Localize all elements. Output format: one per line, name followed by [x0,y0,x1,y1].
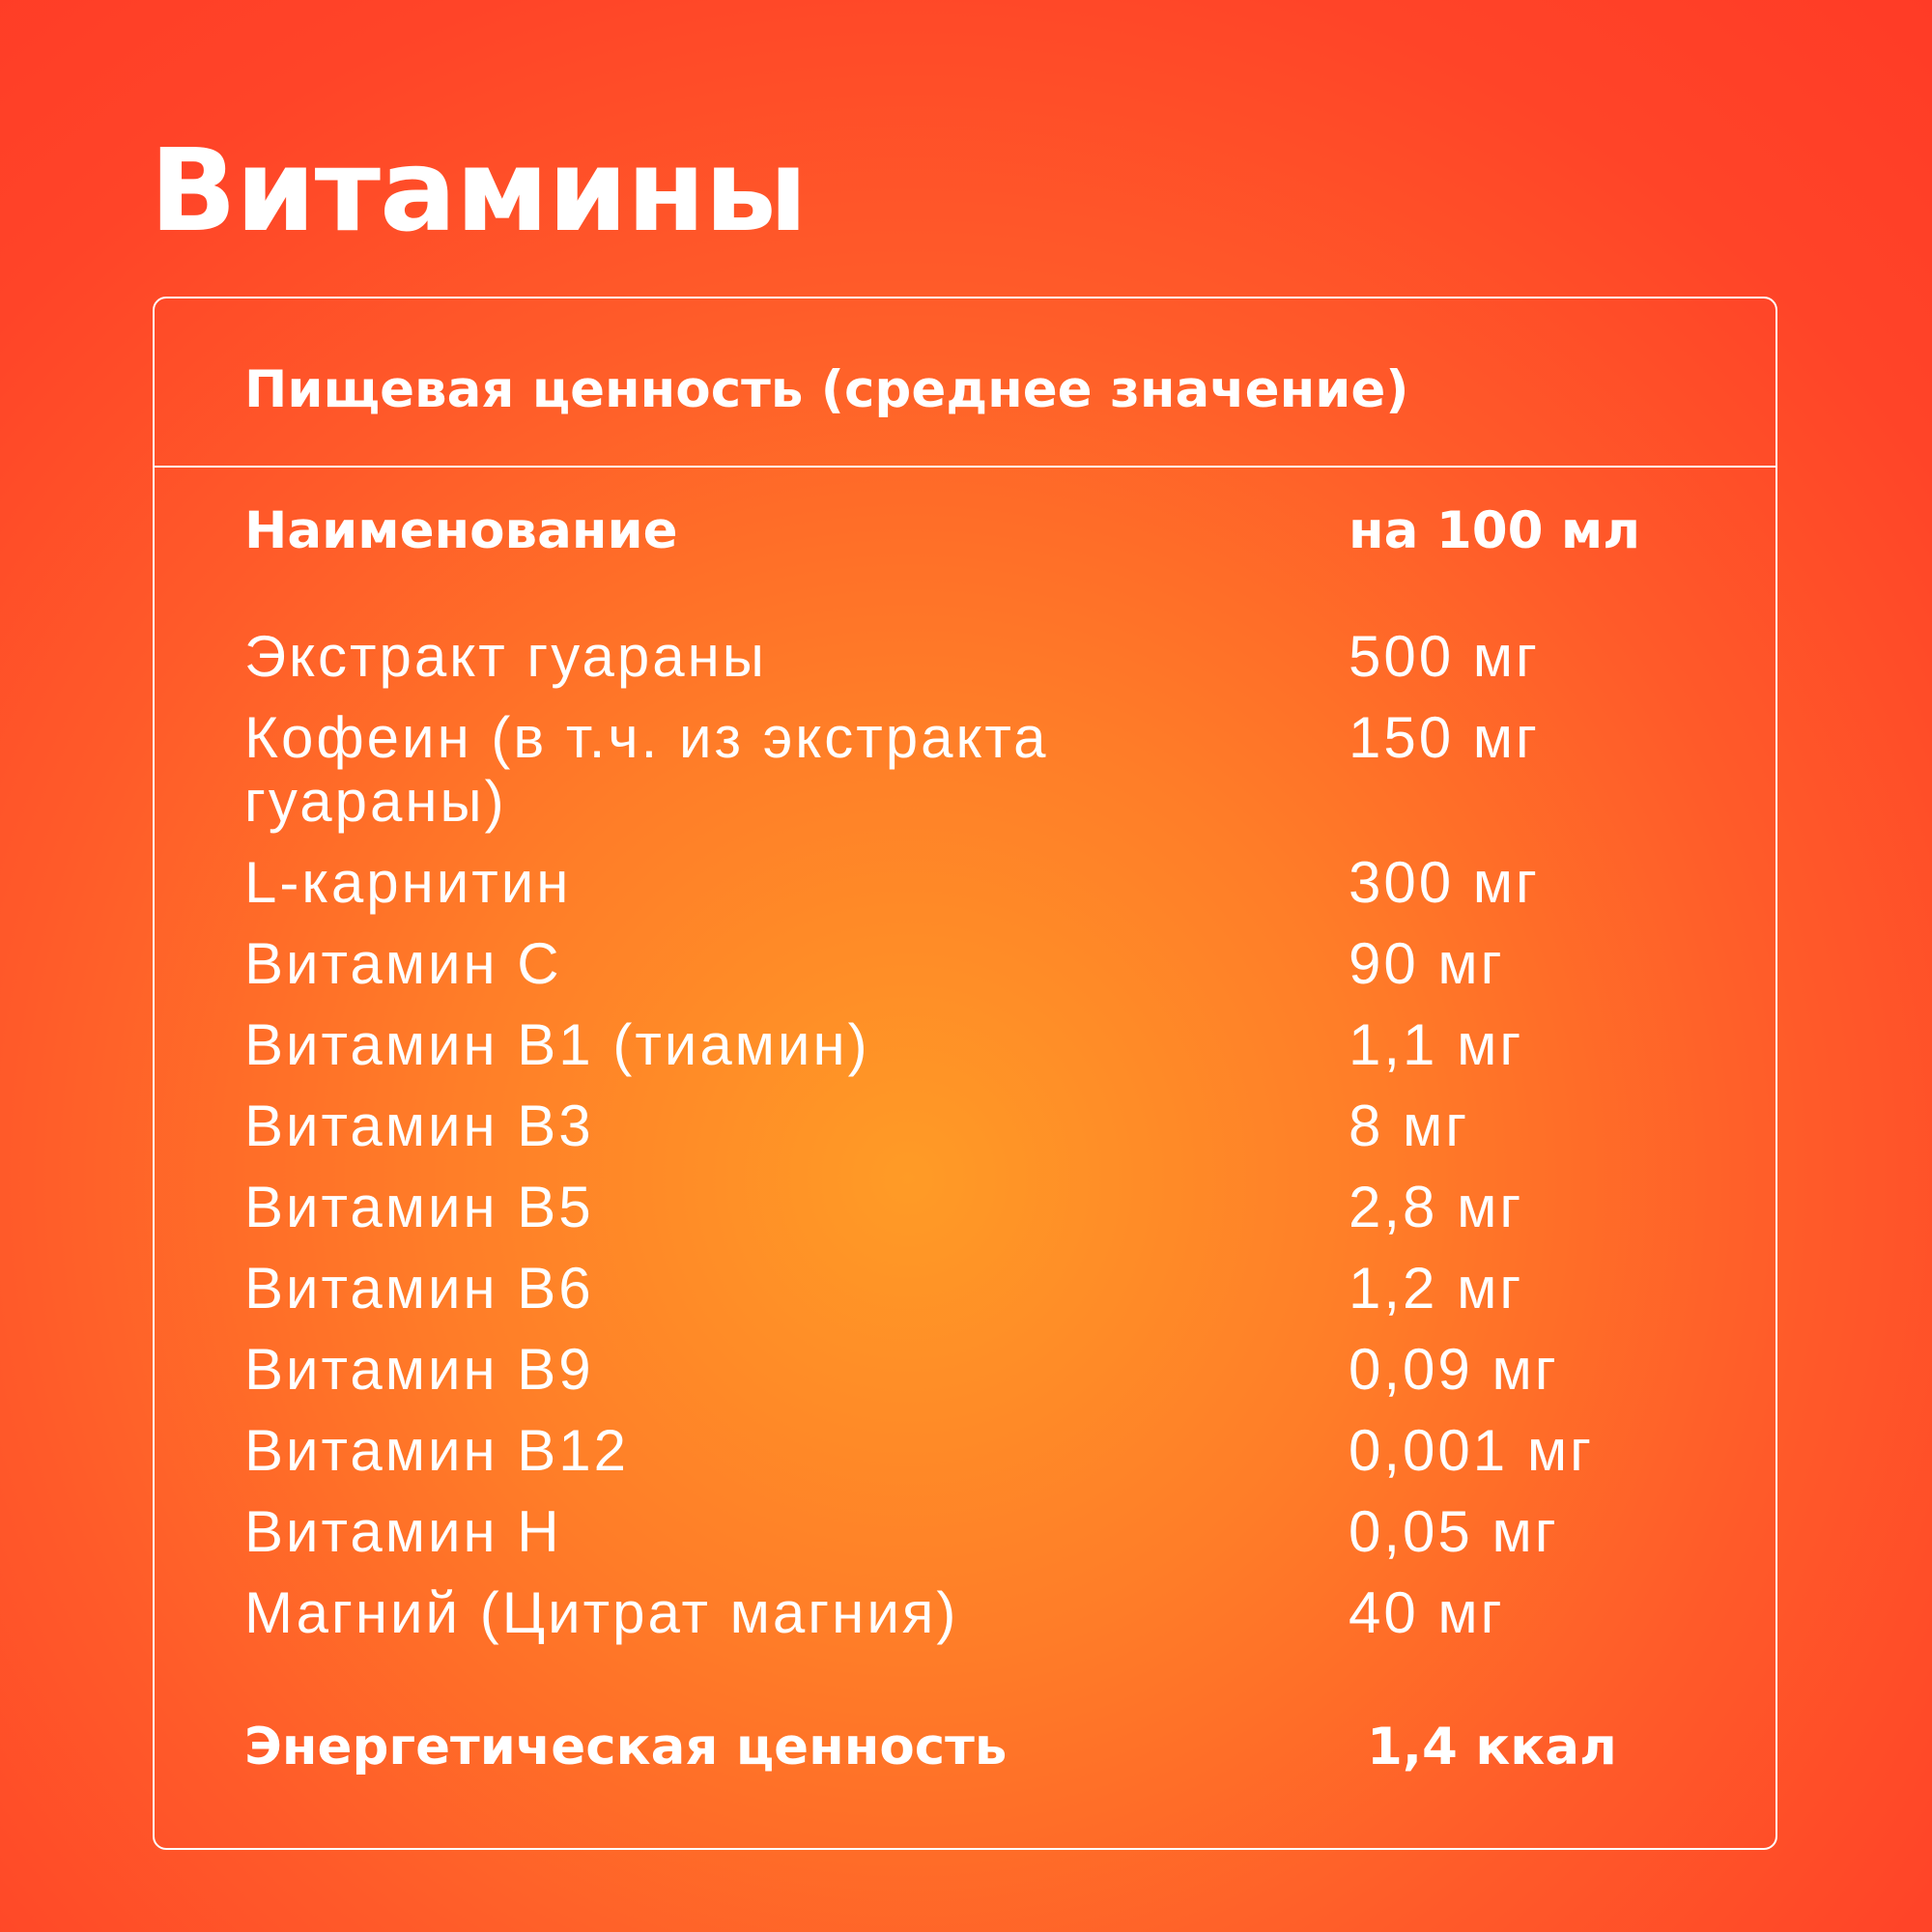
row-value: 2,8 мг [1349,1175,1524,1239]
row-value: 8 мг [1349,1094,1470,1158]
column-header-name: Наименование [244,501,678,560]
row-value: 0,05 мг [1349,1499,1559,1564]
energy-value: 1,4 ккал [1367,1718,1617,1776]
table-row [244,1013,1751,1094]
row-name: Кофеин (в т.ч. из экстракта гуараны) [244,705,1049,834]
row-name: Магний (Цитрат магния) [244,1580,959,1645]
column-headers [244,501,1751,573]
column-header-value: на 100 мл [1349,501,1641,560]
table-row [244,1094,1751,1176]
page-title: Витамины [150,124,808,257]
table-rows [244,625,1751,1662]
row-name: Витамин B1 (тиамин) [244,1012,870,1077]
table-row [244,1581,1751,1662]
row-value: 500 мг [1349,624,1540,689]
table-row [244,1257,1751,1338]
energy-label: Энергетическая ценность [244,1718,1008,1776]
table-header: Пищевая ценность (среднее значение) [244,360,1409,419]
table-row [244,1176,1751,1257]
row-value: 0,09 мг [1349,1337,1559,1402]
row-name: Витамин B12 [244,1418,630,1483]
table-row [244,932,1751,1013]
row-name: Витамин B6 [244,1256,594,1321]
row-name: Витамин H [244,1499,562,1564]
row-value: 300 мг [1349,850,1540,915]
table-row [244,625,1751,706]
table-row [244,706,1751,851]
row-value: 1,2 мг [1349,1256,1524,1321]
row-value: 0,001 мг [1349,1418,1594,1483]
row-name: Витамин B5 [244,1175,594,1239]
row-value: 90 мг [1349,931,1505,996]
nutrition-table [153,297,1777,1850]
header-divider [155,466,1776,468]
table-row [244,1338,1751,1419]
row-value: 1,1 мг [1349,1012,1524,1077]
energy-row [244,1718,1751,1789]
row-name: Витамин B9 [244,1337,594,1402]
row-name: Витамин B3 [244,1094,594,1158]
row-name: L-карнитин [244,850,572,915]
row-value: 150 мг [1349,705,1540,770]
table-row [244,851,1751,932]
table-row [244,1500,1751,1581]
row-value: 40 мг [1349,1580,1505,1645]
row-name: Витамин С [244,931,562,996]
row-name: Экстракт гуараны [244,624,767,689]
table-row [244,1419,1751,1500]
